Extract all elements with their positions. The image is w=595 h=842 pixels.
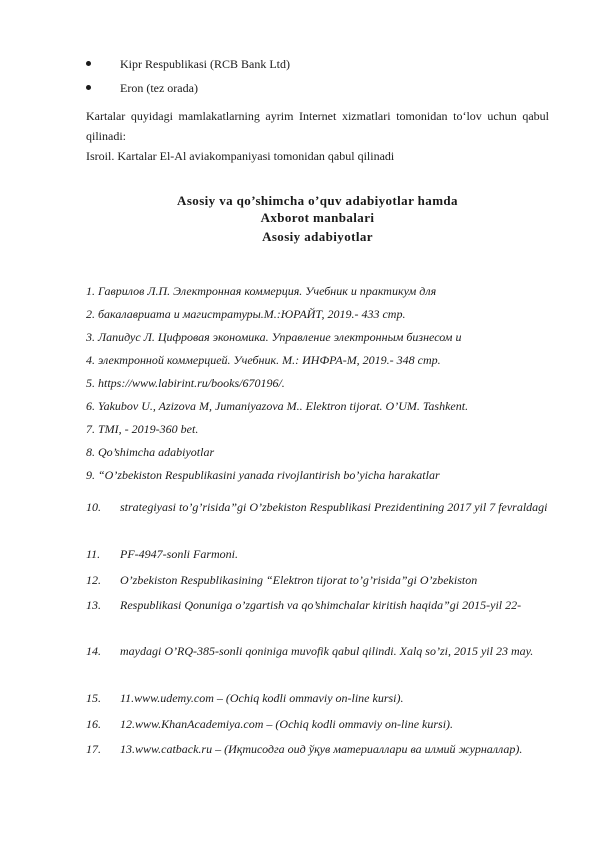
reference-text: PF-4947-sonli Farmoni.	[120, 547, 238, 561]
reference-number: 4.	[86, 353, 95, 367]
reference-number: 16.	[86, 717, 101, 731]
reference-item	[86, 739, 549, 760]
reference-number: 3.	[86, 330, 95, 344]
reference-text: strategiyasi to’g’risida”gi O’zbekiston Respublikasi Prezidentining 2017 yil 7 fevraldagi	[120, 500, 548, 514]
reference-item	[86, 688, 549, 709]
section-heading-line2: Axborot manbalari	[260, 210, 375, 225]
reference-item	[86, 398, 549, 414]
section-heading-line3: Asosiy adabiyotlar	[262, 229, 373, 244]
reference-text: TMI, - 2019-360 bet.	[98, 422, 199, 436]
reference-text: 13.www.catback.ru – (Иқтисодга оид ўқув материаллари ва илмий журналлар).	[120, 742, 523, 756]
reference-item	[86, 329, 549, 345]
reference-number: 13.	[86, 598, 101, 612]
bullet-dot-icon	[86, 61, 91, 66]
section-heading-line1: Asosiy va qo’shimcha o’quv adabiyotlar hamda	[177, 193, 458, 208]
reference-number: 11.	[86, 547, 101, 561]
reference-text: электронной коммерцией. Учебник. М.: ИНФРА-М, 2019.- 348 стр.	[98, 353, 441, 367]
reference-number: 7.	[86, 422, 95, 436]
reference-text: maydagi O’RQ-385-sonli qoniniga muvofik qabul qilindi. Xalq so’zi, 2015 yil 23 may.	[120, 644, 534, 658]
bullet-text: Eron (tez orada)	[120, 81, 198, 95]
reference-text: Гаврилов Л.П. Электронная коммерция. Учебник и практикум для	[98, 284, 437, 298]
reference-item	[86, 497, 549, 518]
reference-number: 6.	[86, 399, 95, 413]
reference-number: 10.	[86, 500, 101, 514]
reference-number: 14.	[86, 644, 101, 658]
reference-item	[86, 570, 549, 591]
intro-paragraph: Kartalar quyidagi mamlakatlarning ayrim Internet xizmatlari tomonidan to‘lov uchun qabul qilinadi:	[86, 109, 549, 143]
reference-text: Лапидус Л. Цифровая экономика. Управление электронным бизнесом и	[98, 330, 462, 344]
reference-text: Qo’shimcha adabiyotlar	[98, 445, 215, 459]
reference-item	[86, 375, 549, 391]
reference-item	[86, 421, 549, 437]
reference-item	[86, 714, 549, 735]
bullet-dot-icon	[86, 85, 91, 90]
reference-text: Respublikasi Qonuniga o’zgartish va qo’shimchalar kiritish haqida”gi 2015-yil 22-	[120, 598, 522, 612]
reference-number: 8.	[86, 445, 95, 459]
reference-item	[86, 283, 549, 299]
reference-number: 5.	[86, 376, 95, 390]
reference-number: 1.	[86, 284, 95, 298]
reference-text: https://www.labirint.ru/books/670196/.	[98, 376, 285, 390]
reference-text: бакалавриата и магистратуры.М.:ЮРАЙТ, 2019.- 433 стр.	[98, 307, 406, 321]
reference-number: 2.	[86, 307, 95, 321]
israel-line: Isroil. Kartalar El-Al aviakompaniyasi tomonidan qabul qilinadi	[86, 149, 395, 163]
reference-text: “O’zbekiston Respublikasini yanada rivojlantirish bo’yicha harakatlar	[98, 468, 440, 482]
reference-text: O’zbekiston Respublikasining “Elektron tijorat to’g’risida”gi O’zbekiston	[120, 573, 478, 587]
reference-number: 17.	[86, 742, 101, 756]
reference-item	[86, 595, 549, 616]
reference-number: 9.	[86, 468, 95, 482]
reference-text: 12.www.KhanAcademiya.com – (Ochiq kodli ommaviy on-line kursi).	[120, 717, 454, 731]
bullet-text: Kipr Respublikasi (RCB Bank Ltd)	[120, 57, 290, 71]
reference-item	[86, 306, 549, 322]
reference-item	[86, 544, 549, 565]
reference-text: Yakubov U., Azizova M, Jumaniyazova M.. Elektron tijorat. O’UM. Tashkent.	[98, 399, 469, 413]
reference-item	[86, 641, 549, 662]
reference-item	[86, 444, 549, 460]
reference-text: 11.www.udemy.com – (Ochiq kodli ommaviy on-line kursi).	[120, 691, 404, 705]
reference-number: 12.	[86, 573, 101, 587]
reference-item	[86, 467, 549, 483]
reference-number: 15.	[86, 691, 101, 705]
reference-item	[86, 352, 549, 368]
